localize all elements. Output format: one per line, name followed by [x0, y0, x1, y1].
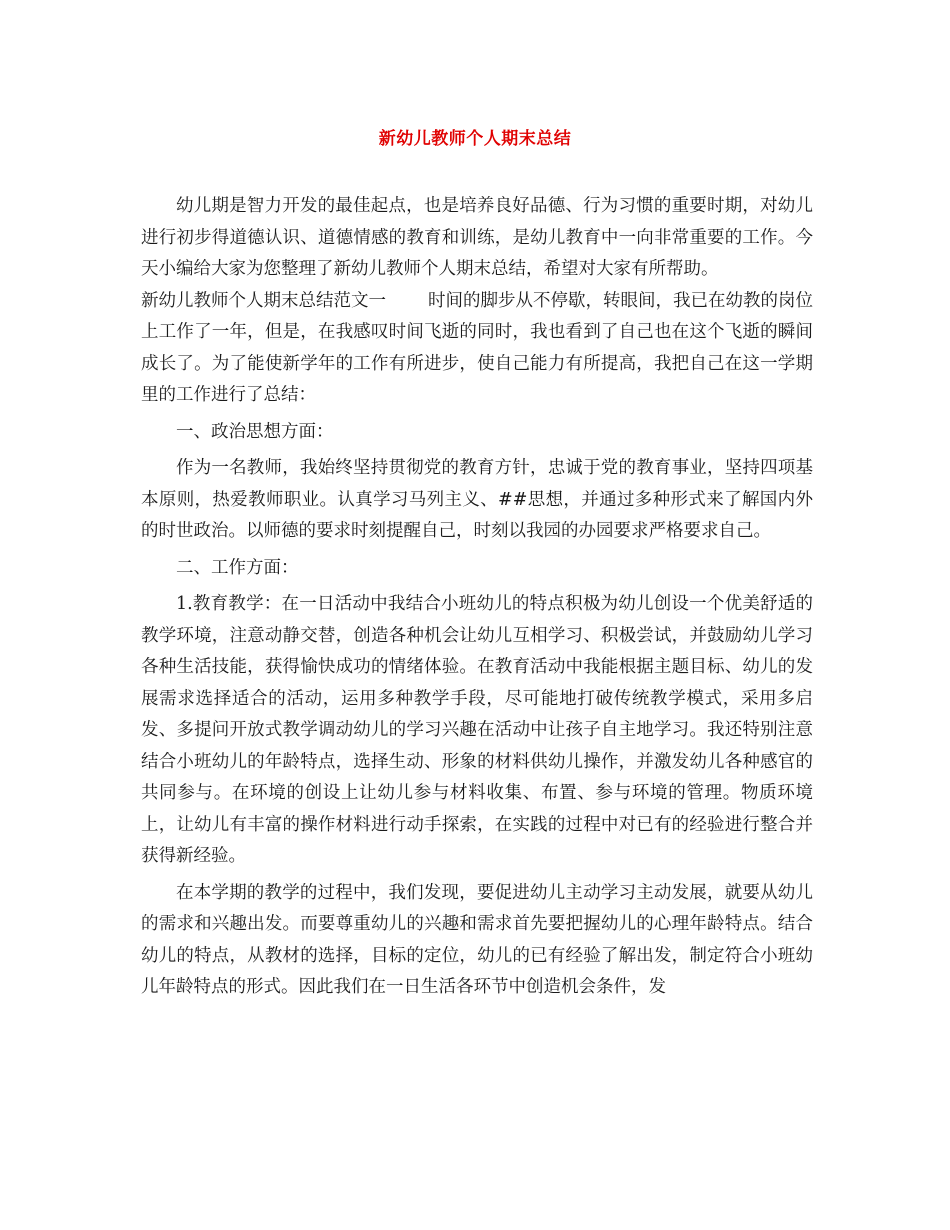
section1-paragraph: 作为一名教师，我始终坚持贯彻党的教育方针，忠诚于党的教育事业，坚持四项基本原则，热爱教师职业。认真学习马列主义、##思想，并通过多种形式来了解国内外的时世政治。以师德的要求时刻提醒自己，时刻以我园的办园要求严格要求自己。 [141, 458, 813, 541]
section2-paragraph2: 在本学期的教学的过程中，我们发现，要促进幼儿主动学习主动发展，就要从幼儿的需求和兴趣出发。而要尊重幼儿的兴趣和需求首先要把握幼儿的心理年龄特点。结合幼儿的特点，从教材的选择，目标的定位，幼儿的已有经验了解出发，制定符合小班幼儿年龄特点的形式。因此我们在一日生活各环节中创造机会条件，发 [141, 882, 813, 997]
section2-heading: 二、工作方面： [176, 557, 299, 578]
section1-heading: 一、政治思想方面： [176, 421, 334, 442]
document-body [141, 191, 813, 1004]
intro-text: 幼儿期是智力开发的最佳起点，也是培养良好品德、行为习惯的重要时期，对幼儿进行初步得道德认识、道德情感的教育和训练，是幼儿教育中一向非常重要的工作。今天小编给大家为您整理了新幼儿教师个人期末总结，希望对大家有所帮助。 [141, 196, 813, 279]
sample-intro-text: 时间的脚步从不停歇，转眼间，我已在幼教的岗位上工作了一年，但是，在我感叹时间飞逝的同时，我也看到了自己也在这个飞逝的瞬间成长了。为了能使新学年的工作有所进步，使自己能力有所提高，我把自己在这一学期里的工作进行了总结： [141, 290, 813, 405]
intro-paragraph [141, 191, 813, 286]
sample-paragraph [141, 286, 813, 412]
document-title: 新幼儿教师个人期末总结 [378, 129, 572, 149]
sample-heading: 新幼儿教师个人期末总结范文一 [141, 290, 386, 311]
section2-item1-paragraph: 1.教育教学：在一日活动中我结合小班幼儿的特点积极为幼儿创设一个优美舒适的教学环境，注意动静交替，创造各种机会让幼儿互相学习、积极尝试，并鼓励幼儿学习各种生活技能，获得愉快成功的情绪体验。在教育活动中我能根据主题目标、幼儿的发展需求选择适合的活动，运用多种教学手段，尽可能地打破传统教学模式，采用多启发、多提问开放式教学调动幼儿的学习兴趣在活动中让孩子自主地学习。我还特别注意结合小班幼儿的年龄特点，选择生动、形象的材料供幼儿操作，并激发幼儿各种感官的共同参与。在环境的创设上让幼儿参与材料收集、布置、参与环境的管理。物质环境上，让幼儿有丰富的操作材料进行动手探索，在实践的过程中对已有的经验进行整合并获得新经验。 [141, 594, 813, 866]
